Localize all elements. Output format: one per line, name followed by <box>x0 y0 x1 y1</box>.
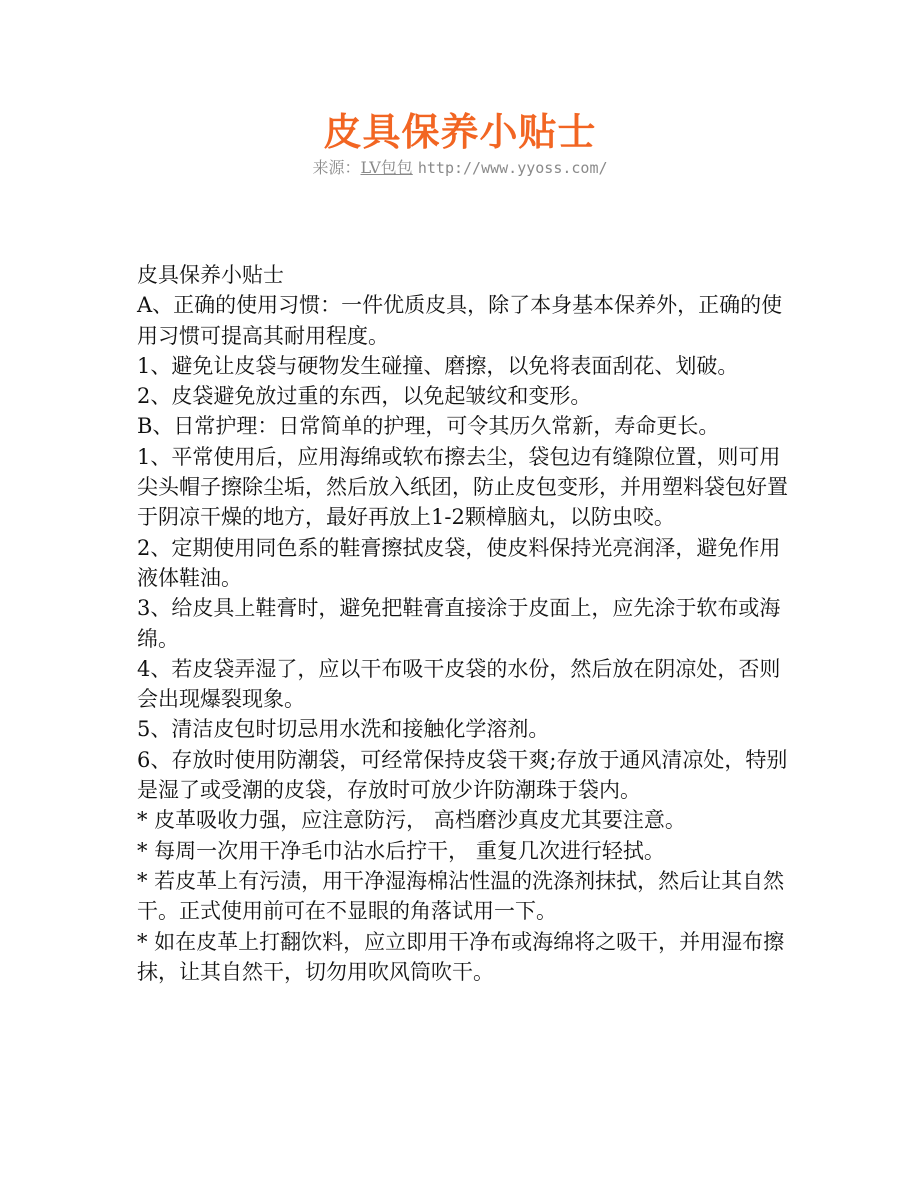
source-link[interactable]: LV包包 <box>360 158 413 177</box>
section-b-item-2: 2、定期使用同色系的鞋膏擦拭皮袋，使皮料保持光亮润泽，避免作用液体鞋油。 <box>137 535 781 590</box>
tip-item-1: * 皮革吸收力强，应注意防污， 高档磨沙真皮尤其要注意。 <box>137 808 686 833</box>
source-url[interactable]: http://www.yyoss.com/ <box>417 159 608 177</box>
tip-item-4: * 如在皮革上打翻饮料，应立即用干净布或海绵将之吸干，并用湿布擦抹，让其自然干，切勿用吹风筒吹干。 <box>137 929 785 984</box>
tip-item-3: * 若皮革上有污渍，用干净湿海棉沾性温的洗涤剂抹拭，然后让其自然干。正式使用前可在不显眼的角落试用一下。 <box>137 868 785 924</box>
body-heading: 皮具保养小贴士 <box>137 263 284 287</box>
tip-item-2: * 每周一次用干净毛巾沾水后拧干， 重复几次进行轻拭。 <box>137 838 665 863</box>
section-a-item-1: 1、避免让皮袋与硬物发生碰撞、磨擦，以免将表面刮花、划破。 <box>137 353 739 378</box>
page-title: 皮具保养小贴士 <box>323 109 597 154</box>
section-b-item-4: 4、若皮袋弄湿了，应以干布吸干皮袋的水份，然后放在阴凉处，否则会出现爆裂现象。 <box>137 656 781 712</box>
source-line <box>0 158 920 178</box>
document-body <box>137 260 797 987</box>
source-prefix: 来源： <box>312 158 361 177</box>
section-b-item-3: 3、给皮具上鞋膏时，避免把鞋膏直接涂于皮面上，应先涂于软布或海绵。 <box>137 596 781 651</box>
section-b-item-5: 5、清洁皮包时切忌用水洗和接触化学溶剂。 <box>137 717 550 742</box>
section-a-intro: A、正确的使用习惯：一件优质皮具，除了本身基本保养外，正确的使用习惯可提高其耐用程度。 <box>137 293 783 348</box>
document-header <box>0 108 920 178</box>
section-b-item-1: 1、平常使用后，应用海绵或软布擦去尘，袋包边有缝隙位置，则可用尖头帽子擦除尘垢，然后放入纸团，防止皮包变形，并用塑料袋包好置于阴凉干燥的地方，最好再放上1-2颗樟脑丸，以防虫咬。 <box>137 444 788 530</box>
section-b-item-6: 6、存放时使用防潮袋，可经常保持皮袋干爽;存放于通风清凉处，特别是湿了或受潮的皮袋，存放时可放少许防潮珠于袋内。 <box>137 747 788 803</box>
section-b-intro: B、日常护理：日常简单的护理，可令其历久常新，寿命更长。 <box>137 414 720 439</box>
section-a-item-2: 2、皮袋避免放过重的东西，以免起皱纹和变形。 <box>137 384 592 409</box>
